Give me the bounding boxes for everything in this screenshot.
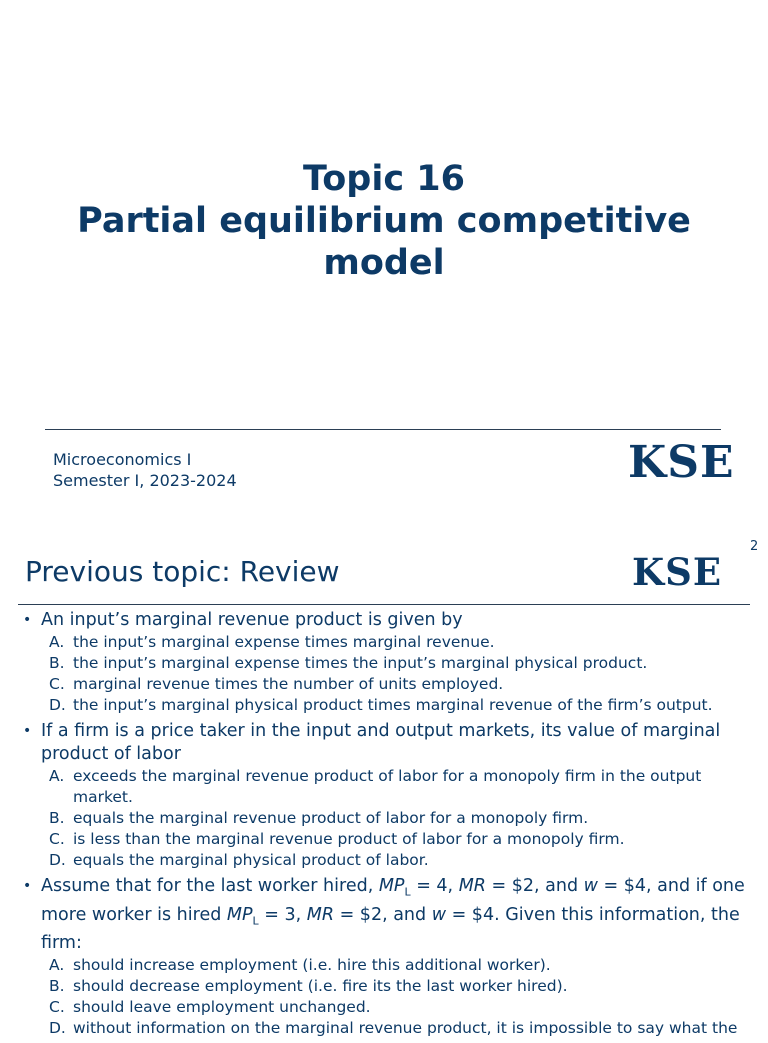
option-letter: B. xyxy=(49,809,65,827)
course-name: Microeconomics I xyxy=(53,450,192,469)
option-b xyxy=(41,653,750,674)
option-b xyxy=(41,808,750,829)
option-a xyxy=(41,955,750,976)
title-line-3: model xyxy=(323,243,445,283)
title-line-1: Topic 16 xyxy=(303,159,465,199)
option-text: equals the marginal revenue product of labor for a monopoly firm. xyxy=(73,809,589,827)
divider-line xyxy=(45,429,721,430)
option-a xyxy=(41,632,750,653)
option-d xyxy=(41,850,750,871)
option-text: marginal revenue times the number of units employed. xyxy=(73,675,504,693)
bullet-icon: • xyxy=(23,612,32,628)
option-letter: A. xyxy=(49,633,65,651)
question-3 xyxy=(0,875,768,1039)
option-list xyxy=(41,766,750,871)
course-info xyxy=(53,449,237,491)
option-text: the input’s marginal physical product times marginal revenue of the firm’s output. xyxy=(73,696,713,714)
question-stem: If a firm is a price taker in the input and output markets, its value of marginal product of labor xyxy=(41,721,721,764)
divider-line xyxy=(18,604,750,605)
option-letter: D. xyxy=(49,851,66,869)
question-2 xyxy=(0,720,768,871)
title-line-2: Partial equilibrium competitive xyxy=(77,201,691,241)
page-number: 2 xyxy=(750,539,759,554)
option-letter: D. xyxy=(49,696,66,714)
option-b xyxy=(41,976,750,997)
option-letter: C. xyxy=(49,998,65,1016)
question-list xyxy=(0,609,768,1043)
option-text: the input’s marginal expense times the input’s marginal physical product. xyxy=(73,654,648,672)
kse-logo: KSE xyxy=(628,437,735,488)
kse-logo: KSE xyxy=(632,550,723,594)
option-c xyxy=(41,997,750,1018)
option-text: without information on the marginal revenue product, it is impossible to say what the xyxy=(73,1019,738,1037)
option-text: the input’s marginal expense times marginal revenue. xyxy=(73,633,495,651)
question-1 xyxy=(0,609,768,716)
option-c xyxy=(41,674,750,695)
option-letter: D. xyxy=(49,1019,66,1037)
question-stem: An input’s marginal revenue product is given by xyxy=(41,610,463,630)
option-text: should increase employment (i.e. hire this additional worker). xyxy=(73,956,551,974)
option-text: should decrease employment (i.e. fire its the last worker hired). xyxy=(73,977,568,995)
option-d xyxy=(41,695,750,716)
option-list xyxy=(41,632,750,716)
option-d xyxy=(41,1018,750,1039)
option-letter: A. xyxy=(49,956,65,974)
slide-title xyxy=(0,158,768,284)
question-stem: Assume that for the last worker hired, $MP_L = 4$, MR = $2, and w = $4, and if one more worker is hired $MP_L = 3$, MR = $2, and w = $4. Given this information, the firm: xyxy=(41,876,745,953)
option-text: equals the marginal physical product of labor. xyxy=(73,851,429,869)
option-letter: C. xyxy=(49,830,65,848)
option-list xyxy=(41,955,750,1039)
option-text: is less than the marginal revenue product of labor for a monopoly firm. xyxy=(73,830,625,848)
bullet-icon: • xyxy=(23,878,32,894)
option-text: exceeds the marginal revenue product of labor for a monopoly firm in the output market. xyxy=(73,767,702,806)
bullet-icon: • xyxy=(23,723,32,739)
slide-heading: Previous topic: Review xyxy=(25,555,340,588)
option-a xyxy=(41,766,750,808)
option-letter: B. xyxy=(49,977,65,995)
option-text: should leave employment unchanged. xyxy=(73,998,371,1016)
option-c xyxy=(41,829,750,850)
option-letter: B. xyxy=(49,654,65,672)
option-letter: C. xyxy=(49,675,65,693)
semester: Semester I, 2023-2024 xyxy=(53,471,237,490)
option-letter: A. xyxy=(49,767,65,785)
